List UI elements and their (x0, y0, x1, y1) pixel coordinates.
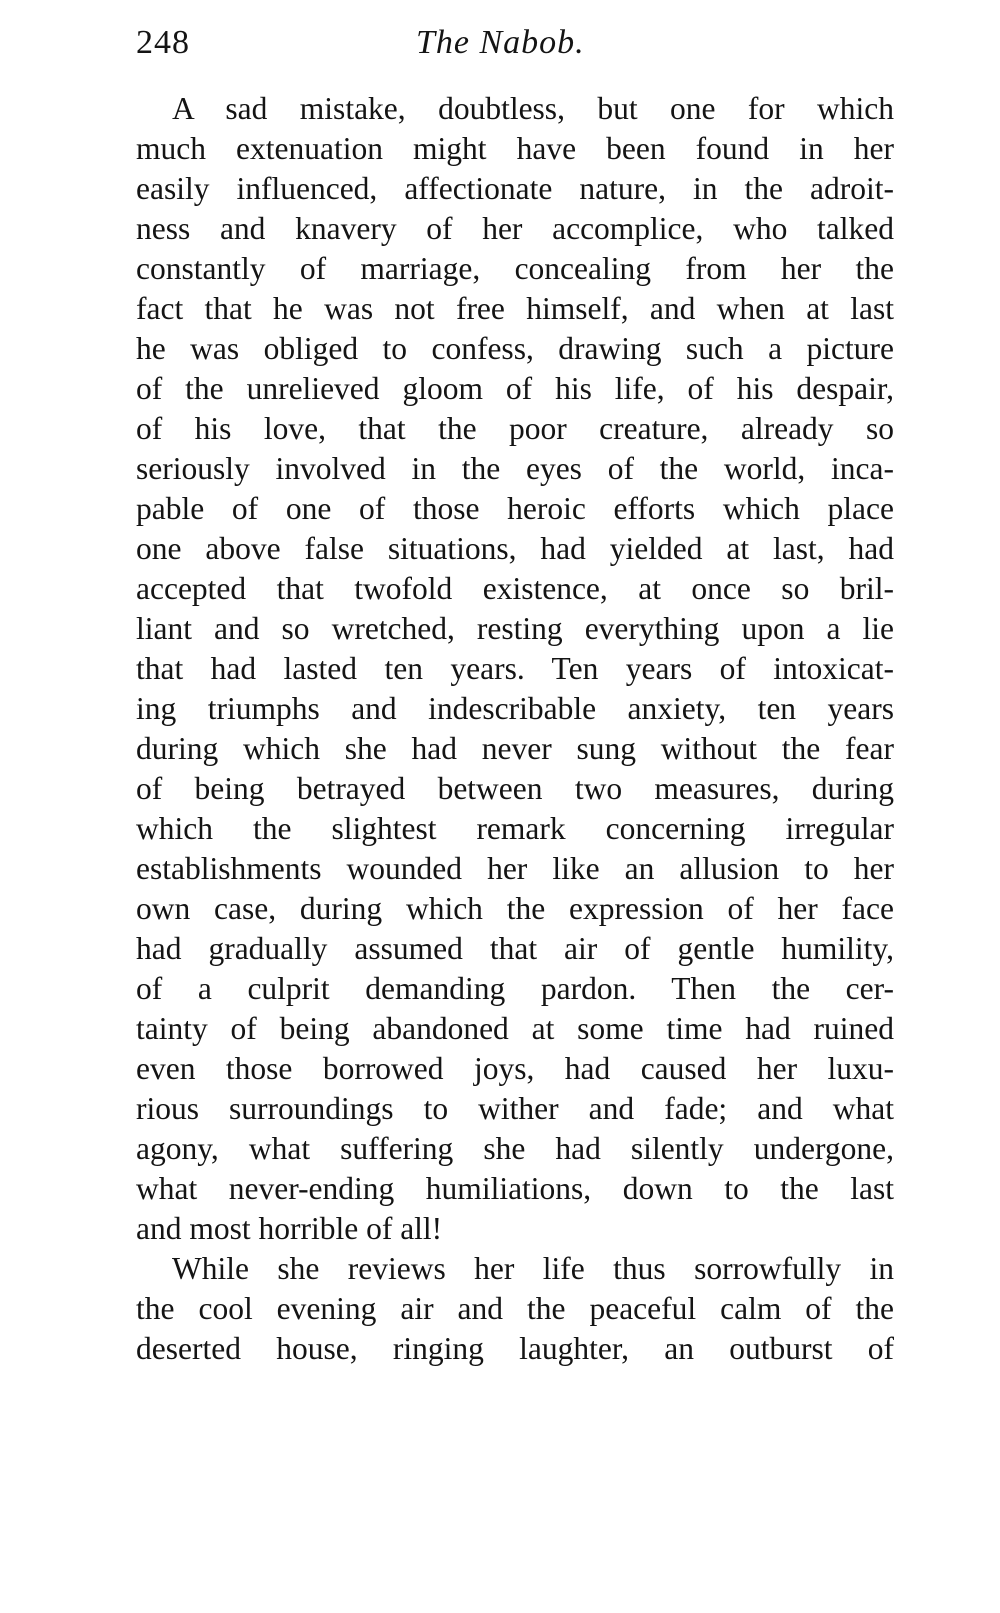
text-line: that had lasted ten years. Ten years of intoxicat- (136, 651, 894, 686)
text-line: fact that he was not free himself, and when at last (136, 291, 894, 326)
text-line: rious surroundings to wither and fade; and what (136, 1091, 894, 1126)
text-line: While she reviews her life thus sorrowfully in (172, 1251, 894, 1286)
text-line: pable of one of those heroic efforts which place (136, 491, 894, 526)
text-line: and most horrible of all! (136, 1211, 443, 1246)
text-line: of a culprit demanding pardon. Then the cer- (136, 971, 894, 1006)
text-line: tainty of being abandoned at some time had ruined (136, 1011, 894, 1046)
text-line: ing triumphs and indescribable anxiety, ten years (136, 691, 894, 726)
text-line: of the unrelieved gloom of his life, of his despair, (136, 371, 894, 406)
text-line: accepted that twofold existence, at once so bril- (136, 571, 894, 606)
text-line: easily influenced, affectionate nature, in the adroit- (136, 171, 894, 206)
text-line: deserted house, ringing laughter, an outburst of (136, 1331, 894, 1366)
page-header (136, 22, 896, 72)
text-line: during which she had never sung without the fear (136, 731, 894, 766)
text-line: had gradually assumed that air of gentle humility, (136, 931, 894, 966)
text-line: constantly of marriage, concealing from her the (136, 251, 894, 286)
text-line: much extenuation might have been found in her (136, 131, 894, 166)
text-line: seriously involved in the eyes of the world, inca- (136, 451, 894, 486)
text-line: ness and knavery of her accomplice, who talked (136, 211, 894, 246)
body-text (136, 89, 894, 1369)
running-title: The Nabob. (416, 24, 585, 61)
text-line: which the slightest remark concerning irregular (136, 811, 894, 846)
text-line: what never-ending humiliations, down to the last (136, 1171, 894, 1206)
page-number: 248 (136, 24, 190, 61)
text-line: A sad mistake, doubtless, but one for which (172, 91, 894, 126)
text-line: of his love, that the poor creature, already so (136, 411, 894, 446)
text-line: own case, during which the expression of her face (136, 891, 894, 926)
text-line: one above false situations, had yielded at last, had (136, 531, 894, 566)
text-line: even those borrowed joys, had caused her luxu- (136, 1051, 894, 1086)
text-line: establishments wounded her like an allusion to her (136, 851, 894, 886)
text-line: agony, what suffering she had silently undergone, (136, 1131, 894, 1166)
text-line: liant and so wretched, resting everything upon a lie (136, 611, 894, 646)
text-line: he was obliged to confess, drawing such a picture (136, 331, 894, 366)
text-line: the cool evening air and the peaceful calm of the (136, 1291, 894, 1326)
text-line: of being betrayed between two measures, during (136, 771, 894, 806)
